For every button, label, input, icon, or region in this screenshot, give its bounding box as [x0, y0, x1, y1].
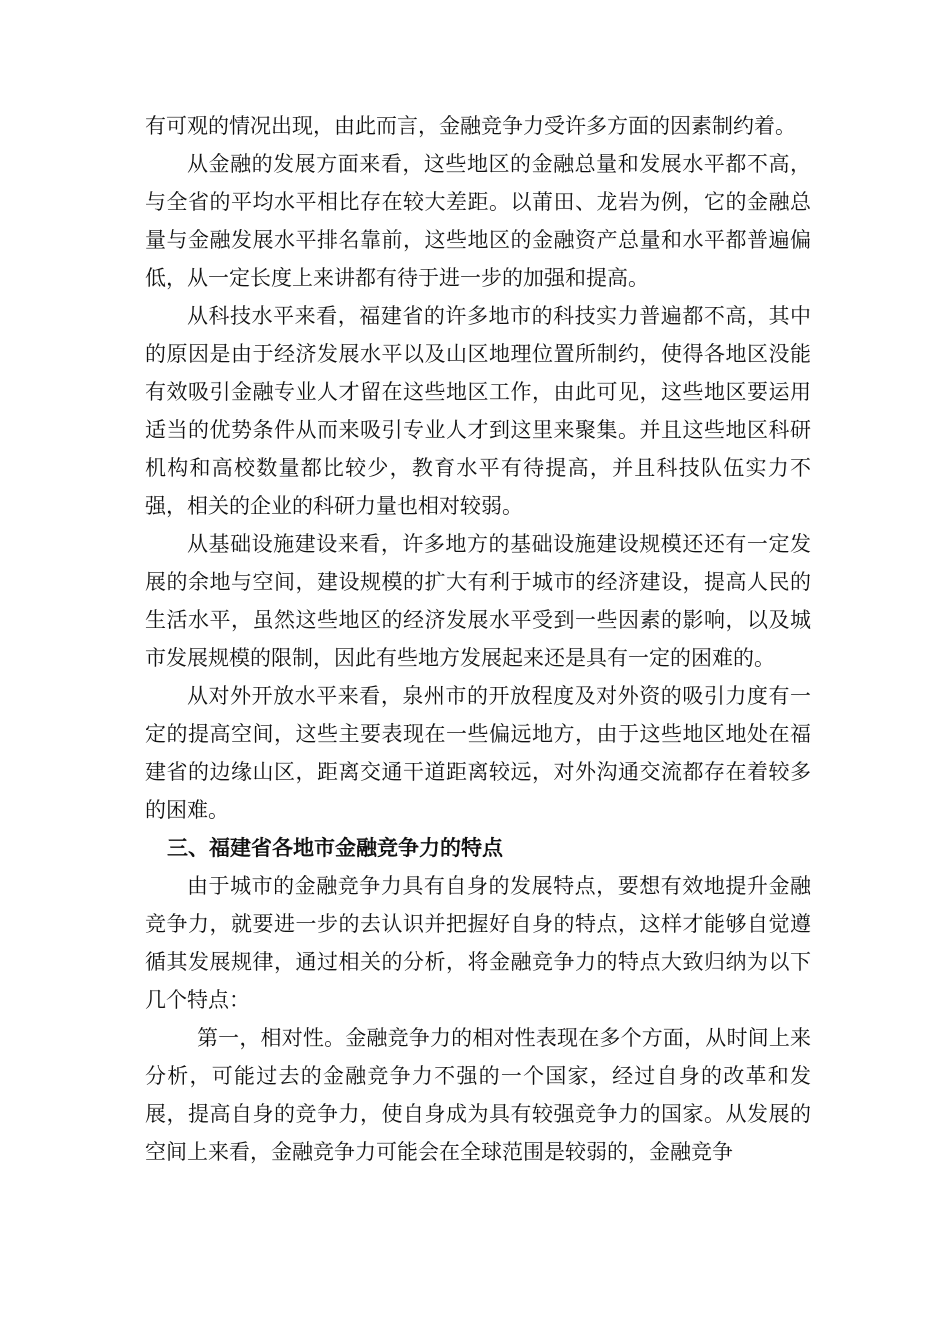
paragraph-infrastructure: 从基础设施建设来看，许多地方的基础设施建设规模还还有一定发展的余地与空间，建设规模的扩大有利于城市的经济建设，提高人民的生活水平，虽然这些地区的经济发展水平受到一些因素的影响，以及城市发展规模的限制，因此有些地方发展起来还是具有一定的困难的。: [145, 532, 811, 670]
document-body: [145, 107, 811, 1171]
paragraph-opening-up: 从对外开放水平来看，泉州市的开放程度及对外资的吸引力度有一定的提高空间，这些主要表现在一些偏远地方，由于这些地区地处在福建省的边缘山区，距离交通干道距离较远，对外沟通交流都存在着较多的困难。: [145, 684, 811, 822]
section-heading: 三、福建省各地市金融竞争力的特点: [167, 835, 503, 860]
paragraph-continuation: 有可观的情况出现，由此而言，金融竞争力受许多方面的因素制约着。: [145, 114, 796, 138]
paragraph-relativity: 第一，相对性。金融竞争力的相对性表现在多个方面，从时间上来分析，可能过去的金融竞争力不强的一个国家，经过自身的改革和发展，提高自身的竞争力，使自身成为具有较强竞争力的国家。从发展的空间上来看，金融竞争力可能会在全球范围是较弱的，金融竞争: [145, 1026, 811, 1164]
paragraph-technology-level: 从科技水平来看，福建省的许多地市的科技实力普遍都不高，其中的原因是由于经济发展水平以及山区地理位置所制约，使得各地区没能有效吸引金融专业人才留在这些地区工作，由此可见，这些地区要运用适当的优势条件从而来吸引专业人才到这里来聚集。并且这些地区科研机构和高校数量都比较少，教育水平有待提高，并且科技队伍实力不强，相关的企业的科研力量也相对较弱。: [145, 304, 811, 518]
paragraph-characteristics-intro: 由于城市的金融竞争力具有自身的发展特点，要想有效地提升金融竞争力，就要进一步的去认识并把握好自身的特点，这样才能够自觉遵循其发展规律，通过相关的分析，将金融竞争力的特点大致归纳为以下几个特点：: [145, 874, 811, 1012]
paragraph-financial-development: 从金融的发展方面来看，这些地区的金融总量和发展水平都不高，与全省的平均水平相比存在较大差距。以莆田、龙岩为例，它的金融总量与金融发展水平排名靠前，这些地区的金融资产总量和水平都普遍偏低，从一定长度上来讲都有待于进一步的加强和提高。: [145, 152, 811, 290]
